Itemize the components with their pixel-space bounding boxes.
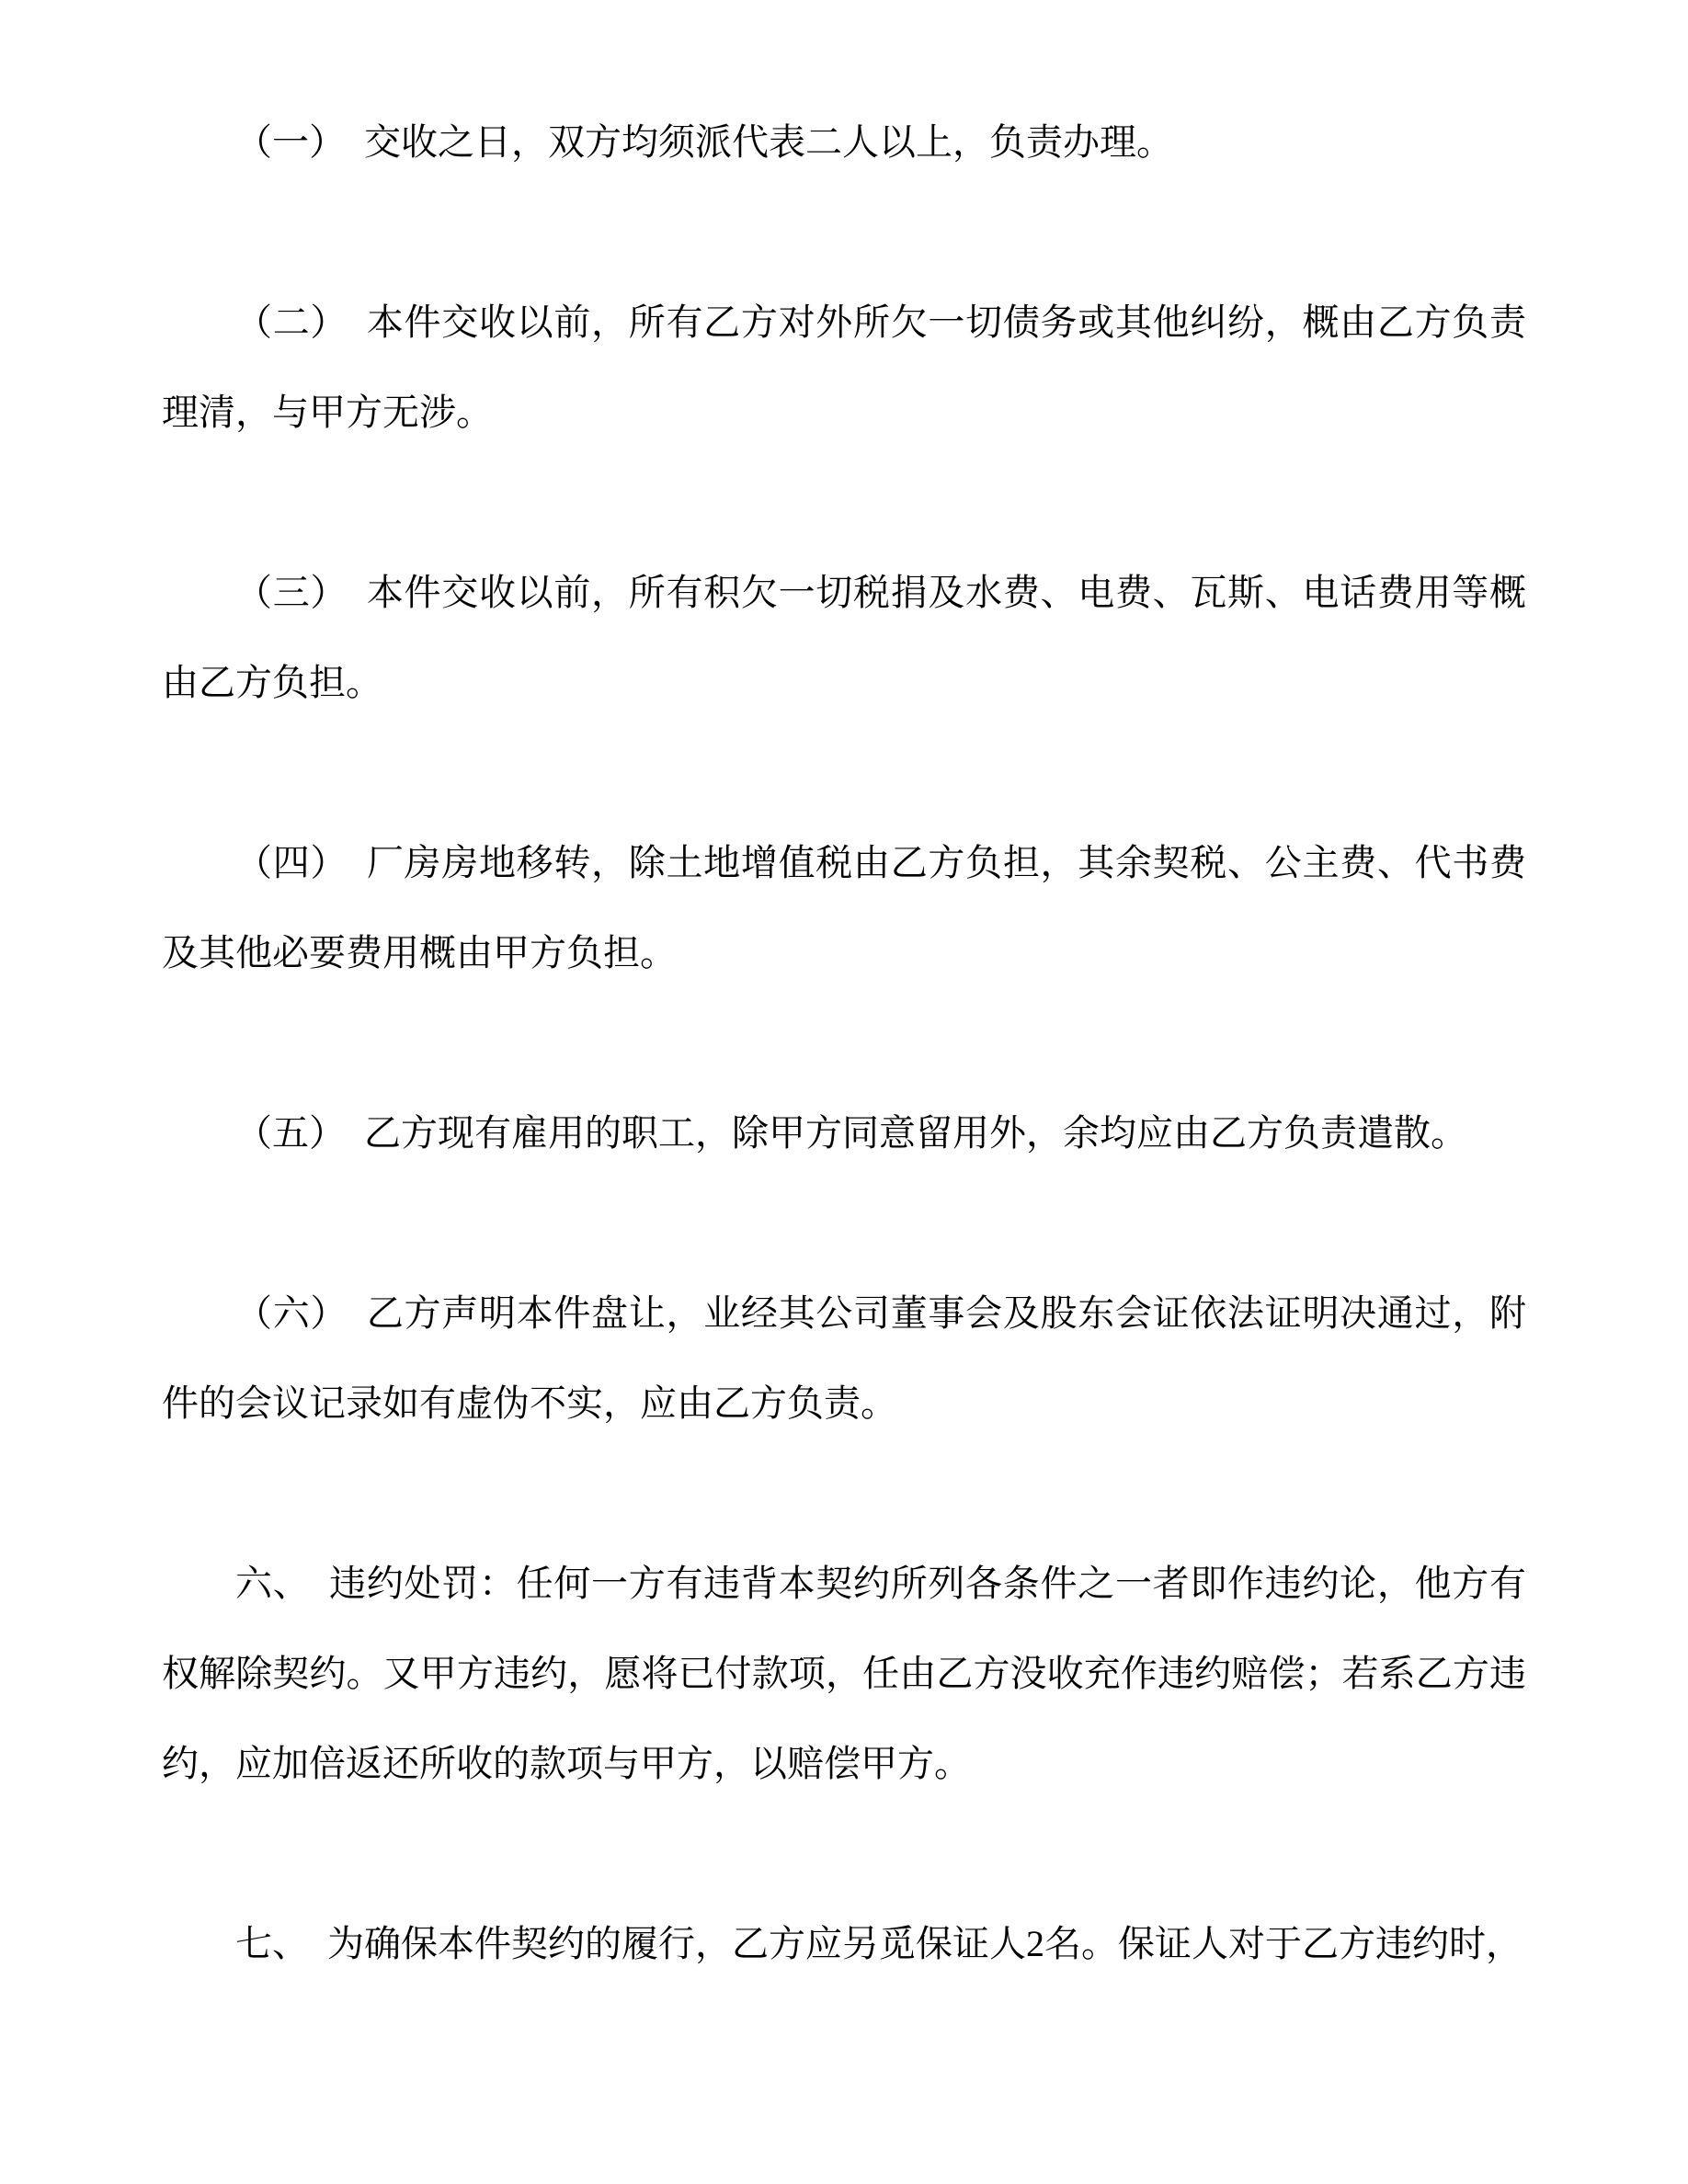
contract-clause-5: （五） 乙方现有雇用的职工，除甲方同意留用外，余均应由乙方负责遣散。 [235, 1112, 1467, 1154]
contract-clause-3: （三） 本件交收以前，所有积欠一切税捐及水费、电费、瓦斯、电话费用等概由乙方负担。 [162, 572, 1526, 703]
contract-clause-7: 六、 违约处罚：任何一方有违背本契约所列各条件之一者即作违约论，他方有权解除契约。又甲方违约，愿将已付款项，任由乙方没收充作违约赔偿；若系乙方违约，应加倍返还所收的款项与甲方，以赔偿甲方。 [162, 1563, 1526, 1784]
contract-clause-6: （六） 乙方声明本件盘让，业经其公司董事会及股东会证依法证明决通过，附件的会议记录如有虚伪不实，应由乙方负责。 [162, 1292, 1526, 1424]
contract-clause-1: （一） 交收之日，双方均须派代表二人以上，负责办理。 [235, 121, 1173, 163]
contract-clause-4: （四） 厂房房地移转，除土地增值税由乙方负担，其余契税、公主费、代书费及其他必要费用概由甲方负担。 [162, 842, 1526, 973]
contract-clause-8: 七、 为确保本件契约的履行，乙方应另觅保证人2名。保证人对于乙方违约时， [235, 1923, 1523, 1964]
contract-clause-2: （二） 本件交收以前，所有乙方对外所欠一切债务或其他纠纷，概由乙方负责理清，与甲方无涉。 [162, 301, 1526, 433]
document-body [162, 97, 1526, 1989]
